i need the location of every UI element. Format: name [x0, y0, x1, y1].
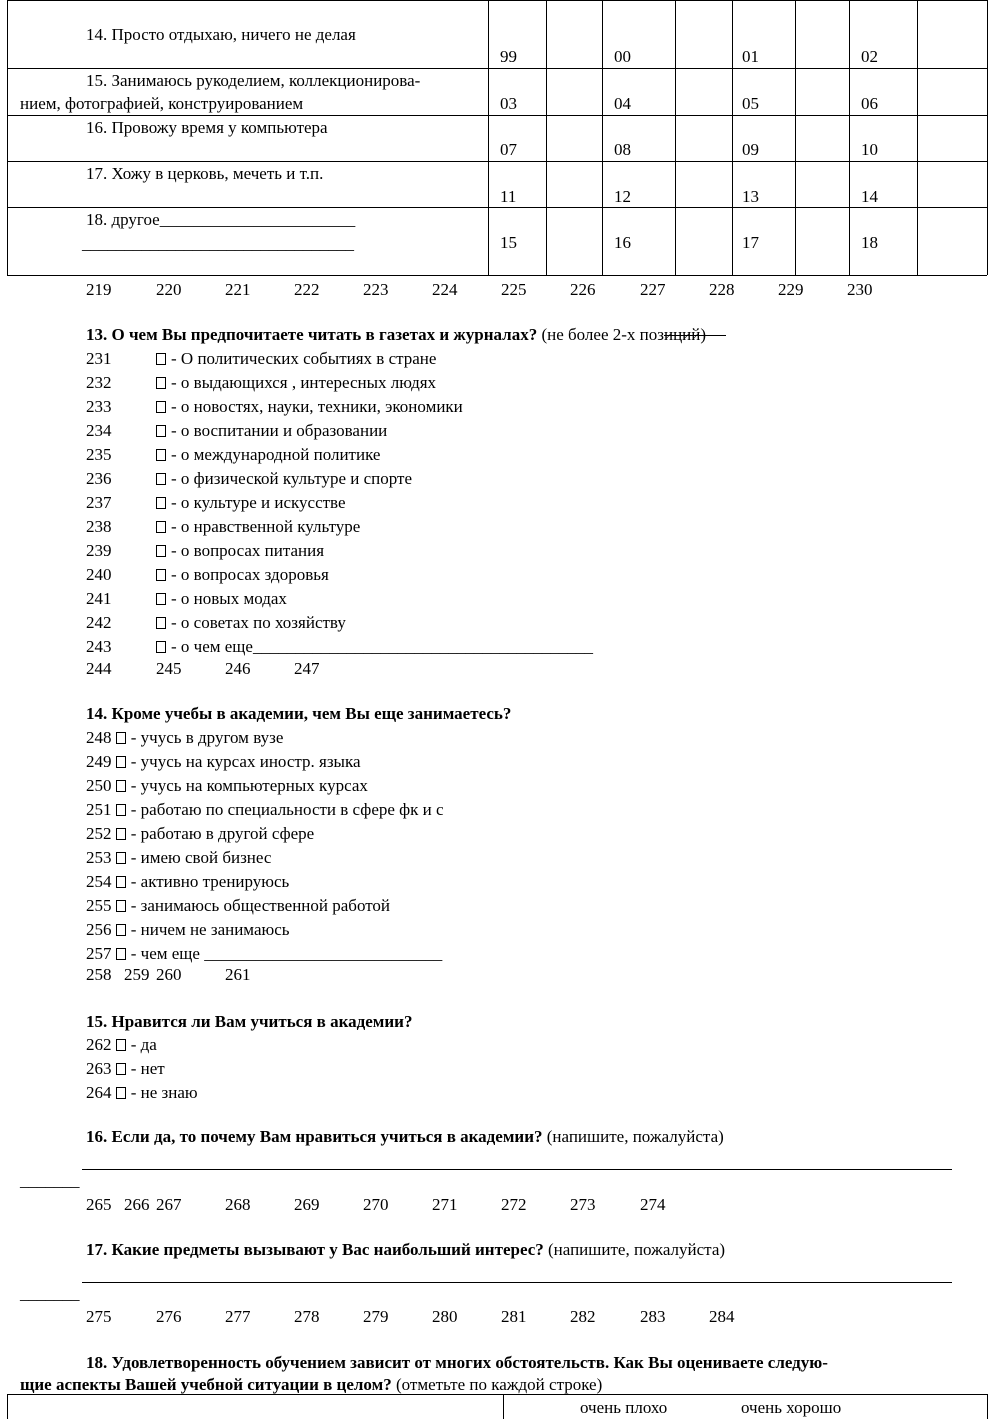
checkbox[interactable]	[116, 1087, 126, 1099]
code-number: 229	[778, 280, 804, 299]
option-number: 232	[86, 373, 112, 392]
list-item[interactable]	[86, 825, 314, 842]
option-number: 243	[86, 637, 112, 656]
list-item[interactable]	[86, 1036, 157, 1053]
list-item[interactable]	[156, 614, 346, 631]
list-item[interactable]	[156, 494, 346, 511]
list-item[interactable]	[156, 590, 287, 607]
code-number: 246	[225, 659, 251, 678]
list-item[interactable]	[86, 945, 442, 962]
checkbox[interactable]	[116, 804, 126, 816]
option-label: - активно тренируюсь	[130, 872, 290, 891]
question-note: (отметьте по каждой строке)	[395, 1375, 603, 1394]
option-number: 262	[86, 1035, 112, 1054]
checkbox[interactable]	[156, 545, 166, 557]
code-number: 278	[294, 1307, 320, 1326]
code-cell: 17	[742, 233, 759, 252]
row-label: 14. Просто отдыхаю, ничего не делая	[86, 25, 356, 44]
code-number: 221	[225, 280, 251, 299]
question-text: щие аспекты Вашей учебной ситуации в целом?	[20, 1375, 392, 1394]
option-label: - имею свой бизнес	[130, 848, 272, 867]
code-number: 275	[86, 1307, 112, 1326]
code-number: 244	[86, 659, 112, 678]
code-number: 228	[709, 280, 735, 299]
option-number: 255	[86, 896, 112, 915]
option-label: - да	[130, 1035, 157, 1054]
code-number: 279	[363, 1307, 389, 1326]
question-15: 15. Нравится ли Вам учиться в академии?	[86, 1012, 413, 1031]
checkbox[interactable]	[116, 780, 126, 792]
option-label: - О политических событиях в стране	[171, 349, 437, 368]
list-item[interactable]	[156, 398, 463, 415]
option-number: 236	[86, 469, 112, 488]
list-item[interactable]	[86, 1084, 198, 1101]
question-14: 14. Кроме учебы в академии, чем Вы еще занимаетесь?	[86, 704, 512, 723]
checkbox[interactable]	[116, 1063, 126, 1075]
list-item[interactable]	[86, 614, 112, 631]
checkbox[interactable]	[116, 732, 126, 744]
code-number: 224	[432, 280, 458, 299]
code-number: 223	[363, 280, 389, 299]
list-item[interactable]	[86, 374, 112, 391]
option-label: - не знаю	[130, 1083, 198, 1102]
code-cell: 14	[861, 187, 878, 206]
checkbox[interactable]	[116, 900, 126, 912]
option-number: 239	[86, 541, 112, 560]
code-cell: 09	[742, 140, 759, 159]
option-number: 257	[86, 944, 112, 963]
question-16	[86, 1128, 724, 1145]
option-number: 256	[86, 920, 112, 939]
list-item[interactable]	[86, 542, 112, 559]
code-cell: 99	[500, 47, 517, 66]
checkbox[interactable]	[116, 1039, 126, 1051]
list-item[interactable]	[86, 638, 112, 655]
checkbox[interactable]	[156, 473, 166, 485]
answer-line[interactable]	[82, 1169, 952, 1170]
option-number: 264	[86, 1083, 112, 1102]
question-note: (не более 2-х позиций)	[541, 325, 707, 344]
question-text: 17. Какие предметы вызывают у Вас наибольший интерес?	[86, 1240, 544, 1259]
row-label: 18. другое_______________________	[86, 210, 356, 229]
question-18-line2	[20, 1376, 602, 1393]
option-number: 248	[86, 728, 112, 747]
list-item[interactable]	[86, 494, 112, 511]
list-item[interactable]	[156, 374, 436, 391]
code-number: 270	[363, 1195, 389, 1214]
option-number: 263	[86, 1059, 112, 1078]
answer-line-tail[interactable]: _______	[20, 1284, 80, 1303]
code-number: 284	[709, 1307, 735, 1326]
list-item[interactable]	[86, 921, 290, 938]
code-number: 245	[156, 659, 182, 678]
code-cell: 18	[861, 233, 878, 252]
option-number: 231	[86, 349, 112, 368]
option-label: - учусь на курсах иностр. языка	[130, 752, 361, 771]
checkbox[interactable]	[156, 377, 166, 389]
code-cell: 06	[861, 94, 878, 113]
option-label: - занимаюсь общественной работой	[130, 896, 391, 915]
row-label: 17. Хожу в церковь, мечеть и т.п.	[86, 164, 324, 183]
checkbox[interactable]	[156, 617, 166, 629]
option-number: 233	[86, 397, 112, 416]
code-number: 274	[640, 1195, 666, 1214]
list-item[interactable]	[86, 566, 112, 583]
answer-line[interactable]	[82, 1282, 952, 1283]
option-label: - учусь в другом вузе	[130, 728, 284, 747]
code-number: 258	[86, 965, 112, 984]
question-18-line1: 18. Удовлетворенность обучением зависит от многих обстоятельств. Как Вы оцениваете следую-	[86, 1353, 828, 1372]
list-item[interactable]	[86, 422, 112, 439]
code-number: 265	[86, 1195, 112, 1214]
list-item[interactable]	[86, 729, 283, 746]
option-label: - работаю по специальности в сфере фк и с	[130, 800, 444, 819]
code-number: 266	[124, 1195, 150, 1214]
list-item[interactable]	[86, 801, 444, 818]
code-number: 222	[294, 280, 320, 299]
option-number: 254	[86, 872, 112, 891]
code-number: 261	[225, 965, 251, 984]
option-label: - о выдающихся , интересных людях	[171, 373, 437, 392]
code-number: 280	[432, 1307, 458, 1326]
list-item[interactable]	[156, 518, 360, 535]
option-label: - о новых модах	[171, 589, 287, 608]
list-item[interactable]	[156, 470, 412, 487]
option-label: - о вопросах здоровья	[171, 565, 329, 584]
code-cell: 15	[500, 233, 517, 252]
option-label: - ничем не занимаюсь	[130, 920, 290, 939]
option-label: - о физической культуре и спорте	[171, 469, 412, 488]
list-item[interactable]	[156, 446, 380, 463]
code-cell: 04	[614, 94, 631, 113]
list-item[interactable]	[156, 422, 387, 439]
checkbox[interactable]	[156, 353, 166, 365]
scale-header-high: очень хорошо	[741, 1398, 842, 1417]
question-text: 13. О чем Вы предпочитаете читать в газетах и журналах?	[86, 325, 538, 344]
code-cell: 16	[614, 233, 631, 252]
option-number: 251	[86, 800, 112, 819]
option-label: - работаю в другой сфере	[130, 824, 315, 843]
checkbox[interactable]	[156, 593, 166, 605]
option-number: 235	[86, 445, 112, 464]
option-label: - о советах по хозяйству	[171, 613, 346, 632]
option-number: 238	[86, 517, 112, 536]
option-number: 242	[86, 613, 112, 632]
option-label: - о новостях, науки, техники, экономики	[171, 397, 463, 416]
code-number: 225	[501, 280, 527, 299]
question-text: 16. Если да, то почему Вам нравиться учиться в академии?	[86, 1127, 543, 1146]
code-number: 272	[501, 1195, 527, 1214]
checkbox[interactable]	[156, 449, 166, 461]
checkbox[interactable]	[116, 756, 126, 768]
option-number: 237	[86, 493, 112, 512]
code-cell: 00	[614, 47, 631, 66]
code-number: 269	[294, 1195, 320, 1214]
option-label: - о чем еще________________________________________	[171, 637, 593, 656]
checkbox[interactable]	[156, 401, 166, 413]
question-17	[86, 1241, 725, 1258]
code-cell: 01	[742, 47, 759, 66]
checkbox[interactable]	[156, 497, 166, 509]
option-number: 250	[86, 776, 112, 795]
code-cell: 03	[500, 94, 517, 113]
code-number: 276	[156, 1307, 182, 1326]
list-item[interactable]	[156, 566, 329, 583]
code-number: 281	[501, 1307, 527, 1326]
checkbox[interactable]	[156, 521, 166, 533]
list-item[interactable]	[86, 590, 112, 607]
checkbox[interactable]	[156, 425, 166, 437]
checkbox[interactable]	[116, 876, 126, 888]
list-item[interactable]	[86, 350, 112, 367]
list-item[interactable]	[86, 1060, 165, 1077]
option-number: 249	[86, 752, 112, 771]
row-label: 16. Провожу время у компьютера	[86, 118, 328, 137]
list-item[interactable]	[86, 897, 390, 914]
code-cell: 12	[614, 187, 631, 206]
code-number: 277	[225, 1307, 251, 1326]
option-label: - о международной политике	[171, 445, 381, 464]
code-number: 247	[294, 659, 320, 678]
scale-header-low: очень плохо	[580, 1398, 668, 1417]
code-cell: 08	[614, 140, 631, 159]
row-label: нием, фотографией, конструированием	[20, 94, 304, 113]
answer-line-tail[interactable]: _______	[20, 1171, 80, 1190]
list-item[interactable]	[156, 350, 436, 367]
code-cell: 05	[742, 94, 759, 113]
code-number: 268	[225, 1195, 251, 1214]
code-number: 230	[847, 280, 873, 299]
question-13	[86, 326, 706, 343]
checkbox[interactable]	[116, 828, 126, 840]
option-label: - о воспитании и образовании	[171, 421, 388, 440]
code-number: 220	[156, 280, 182, 299]
option-label: - о нравственной культуре	[171, 517, 361, 536]
option-label: - нет	[130, 1059, 165, 1078]
code-number: 260	[156, 965, 182, 984]
code-cell: 02	[861, 47, 878, 66]
checkbox[interactable]	[156, 569, 166, 581]
list-item[interactable]	[86, 873, 289, 890]
code-number: 267	[156, 1195, 182, 1214]
checkbox[interactable]	[156, 641, 166, 653]
option-label: - о культуре и искусстве	[171, 493, 346, 512]
list-item[interactable]	[86, 777, 368, 794]
option-label: - о вопросах питания	[171, 541, 325, 560]
list-item[interactable]	[86, 398, 112, 415]
option-number: 252	[86, 824, 112, 843]
question-note: (напишите, пожалуйста)	[546, 1127, 724, 1146]
row-label: ________________________________	[82, 234, 354, 253]
option-number: 253	[86, 848, 112, 867]
code-cell: 13	[742, 187, 759, 206]
code-number: 282	[570, 1307, 596, 1326]
row-label: 15. Занимаюсь рукоделием, коллекционирова-	[86, 71, 421, 90]
list-item[interactable]	[86, 470, 112, 487]
checkbox[interactable]	[116, 948, 126, 960]
list-item[interactable]	[156, 542, 324, 559]
code-number: 259	[124, 965, 150, 984]
code-number: 273	[570, 1195, 596, 1214]
code-number: 283	[640, 1307, 666, 1326]
strike-mark	[664, 335, 726, 336]
option-number: 234	[86, 421, 112, 440]
option-label: - учусь на компьютерных курсах	[130, 776, 368, 795]
code-number: 226	[570, 280, 596, 299]
list-item[interactable]	[86, 753, 361, 770]
question-note: (напишите, пожалуйста)	[548, 1240, 726, 1259]
code-number: 219	[86, 280, 112, 299]
option-number: 241	[86, 589, 112, 608]
code-number: 227	[640, 280, 666, 299]
list-item[interactable]	[156, 638, 593, 655]
option-label: - чем еще ____________________________	[130, 944, 443, 963]
list-item[interactable]	[86, 446, 112, 463]
code-cell: 07	[500, 140, 517, 159]
list-item[interactable]	[86, 849, 271, 866]
option-number: 240	[86, 565, 112, 584]
list-item[interactable]	[86, 518, 112, 535]
checkbox[interactable]	[116, 924, 126, 936]
checkbox[interactable]	[116, 852, 126, 864]
code-cell: 10	[861, 140, 878, 159]
code-cell: 11	[500, 187, 517, 206]
code-number: 271	[432, 1195, 458, 1214]
